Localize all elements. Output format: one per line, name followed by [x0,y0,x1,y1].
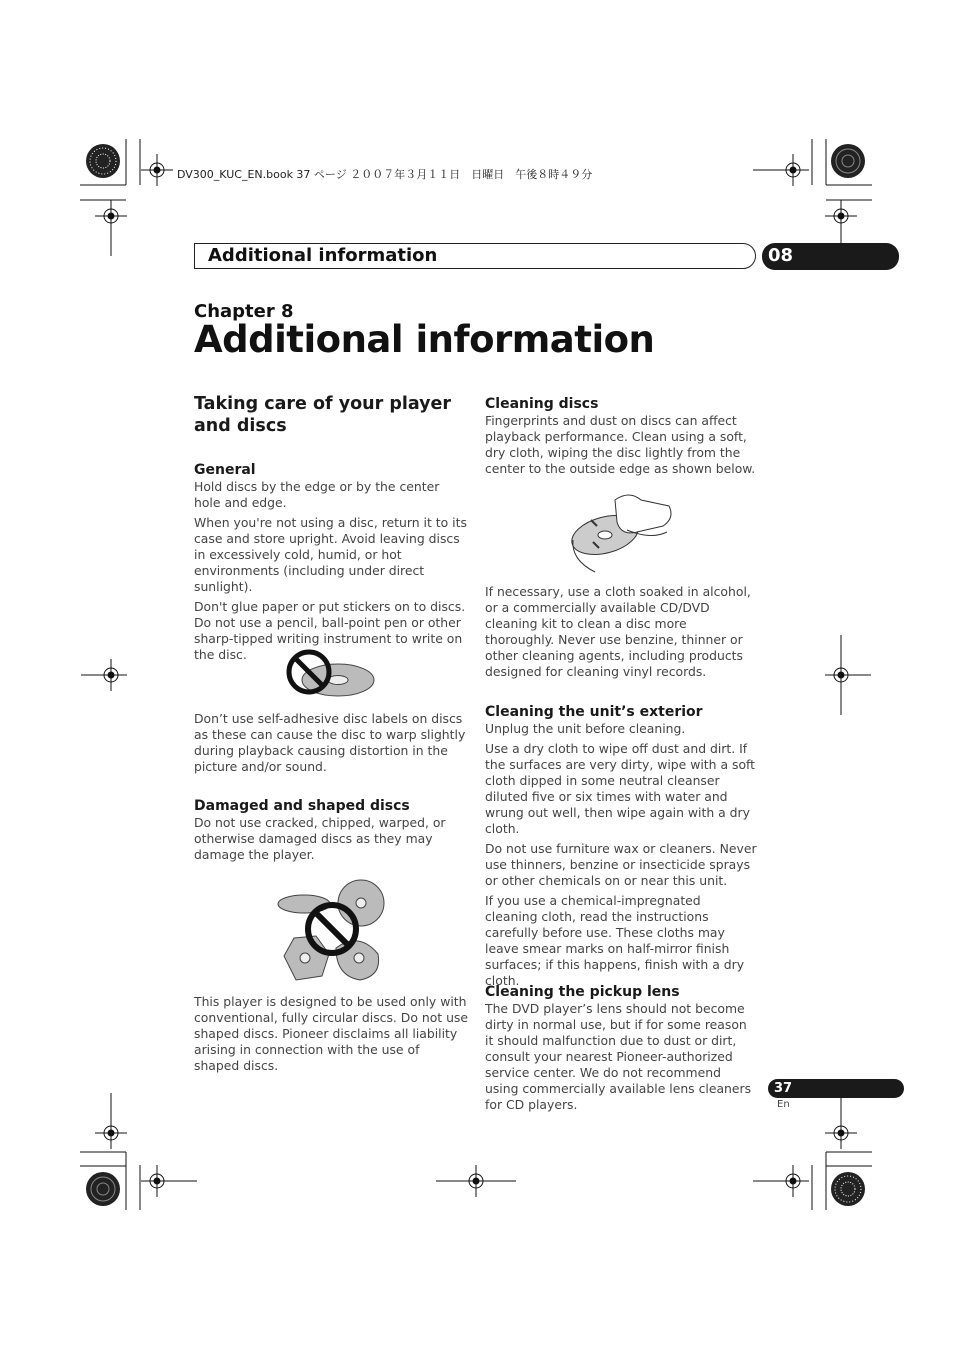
cleaning-discs-paragraph-1: Fingerprints and dust on discs can affect playback performance. Clean using a soft, dry cloth, wiping the disc lightly from the center to the outside edge as shown below. [485,413,756,476]
exterior-paragraph-2: Use a dry cloth to wipe off dust and dirt. If the surfaces are very dirty, wipe with a soft cloth dipped in some neutral cleanser diluted five or six times with water and wrung out well, then wipe again with a dry cloth. [485,741,756,836]
exterior-paragraph-4: If you use a chemical-impregnated cleaning cloth, read the instructions carefully before use. These cloths may leave smear marks on half-mirror finish surfaces; if this happens, finish with a dry cloth. [485,893,745,988]
subheading-pickup-lens: Cleaning the pickup lens [485,984,680,1000]
general-paragraph-3: Don't glue paper or put stickers on to discs. Do not use a pencil, ball-point pen or other sharp-tipped writing instrument to write on the disc. [194,599,466,662]
exterior-paragraph-3: Do not use furniture wax or cleaners. Never use thinners, benzine or insecticide sprays or other chemicals on or near this unit. [485,841,757,888]
shaped-discs-illustration [274,876,394,986]
left-column [194,393,468,437]
lens-section [485,983,757,1117]
cleaning-discs-more [485,584,757,684]
section-heading-care: Taking care of your player and discs [194,394,452,436]
page-title: Additional information [194,318,655,361]
subheading-damaged-discs: Damaged and shaped discs [194,798,410,814]
page-language: En [777,1099,790,1110]
general-paragraph-1: Hold discs by the edge or by the center hole and edge. [194,479,440,510]
general-paragraph-2: When you're not using a disc, return it to its case and store upright. Avoid leaving discs in excessively cold, humid, or hot environments (including under direct sunlight). [194,515,467,594]
no-writing-on-disc-illustration [283,647,383,707]
cleaning-discs-paragraph-2: If necessary, use a cloth soaked in alcohol, or a commercially available CD/DVD cleaning kit to clean a disc more thoroughly. Never use benzine, thinner or other cleaning agents, including products designed for cleaning vinyl records. [485,584,751,679]
exterior-paragraph-1: Unplug the unit before cleaning. [485,721,686,736]
subheading-cleaning-discs: Cleaning discs [485,396,599,412]
shaped-discs-note [194,994,468,1078]
label-warning [194,711,468,779]
print-info-line: DV300_KUC_EN.book 37 ページ ２００７年３月１１日 日曜日 午後８時４９分 [177,168,593,181]
lens-paragraph-1: The DVD player’s lens should not become dirty in normal use, but if for some reason it should malfunction due to dust or dirt, consult your nearest Pioneer-authorized service center. We do not recommend using commercially available lens cleaners for CD players. [485,1001,752,1112]
subheading-general: General [194,462,256,478]
chapter-tab-number: 08 [768,245,794,266]
exterior-section [485,703,757,993]
header-section-title: Additional information [208,245,438,266]
general-paragraph-4: Don’t use self-adhesive disc labels on discs as these can cause the disc to warp slightly during playback causing distortion in the picture and/or sound. [194,711,466,774]
chapter-label: Chapter 8 [194,301,294,322]
damaged-paragraph-1: Do not use cracked, chipped, warped, or otherwise damaged discs as they may damage the player. [194,815,446,862]
disc-cleaning-illustration [567,490,677,575]
general-section [194,461,468,667]
page-number: 37 [774,1081,793,1096]
cleaning-discs-section [485,395,757,481]
damaged-paragraph-2: This player is designed to be used only with conventional, fully circular discs. Do not use shaped discs. Pioneer disclaims all liability arising in connection with the use of shaped discs. [194,994,469,1073]
subheading-cleaning-exterior: Cleaning the unit’s exterior [485,704,703,720]
damaged-section [194,797,468,867]
